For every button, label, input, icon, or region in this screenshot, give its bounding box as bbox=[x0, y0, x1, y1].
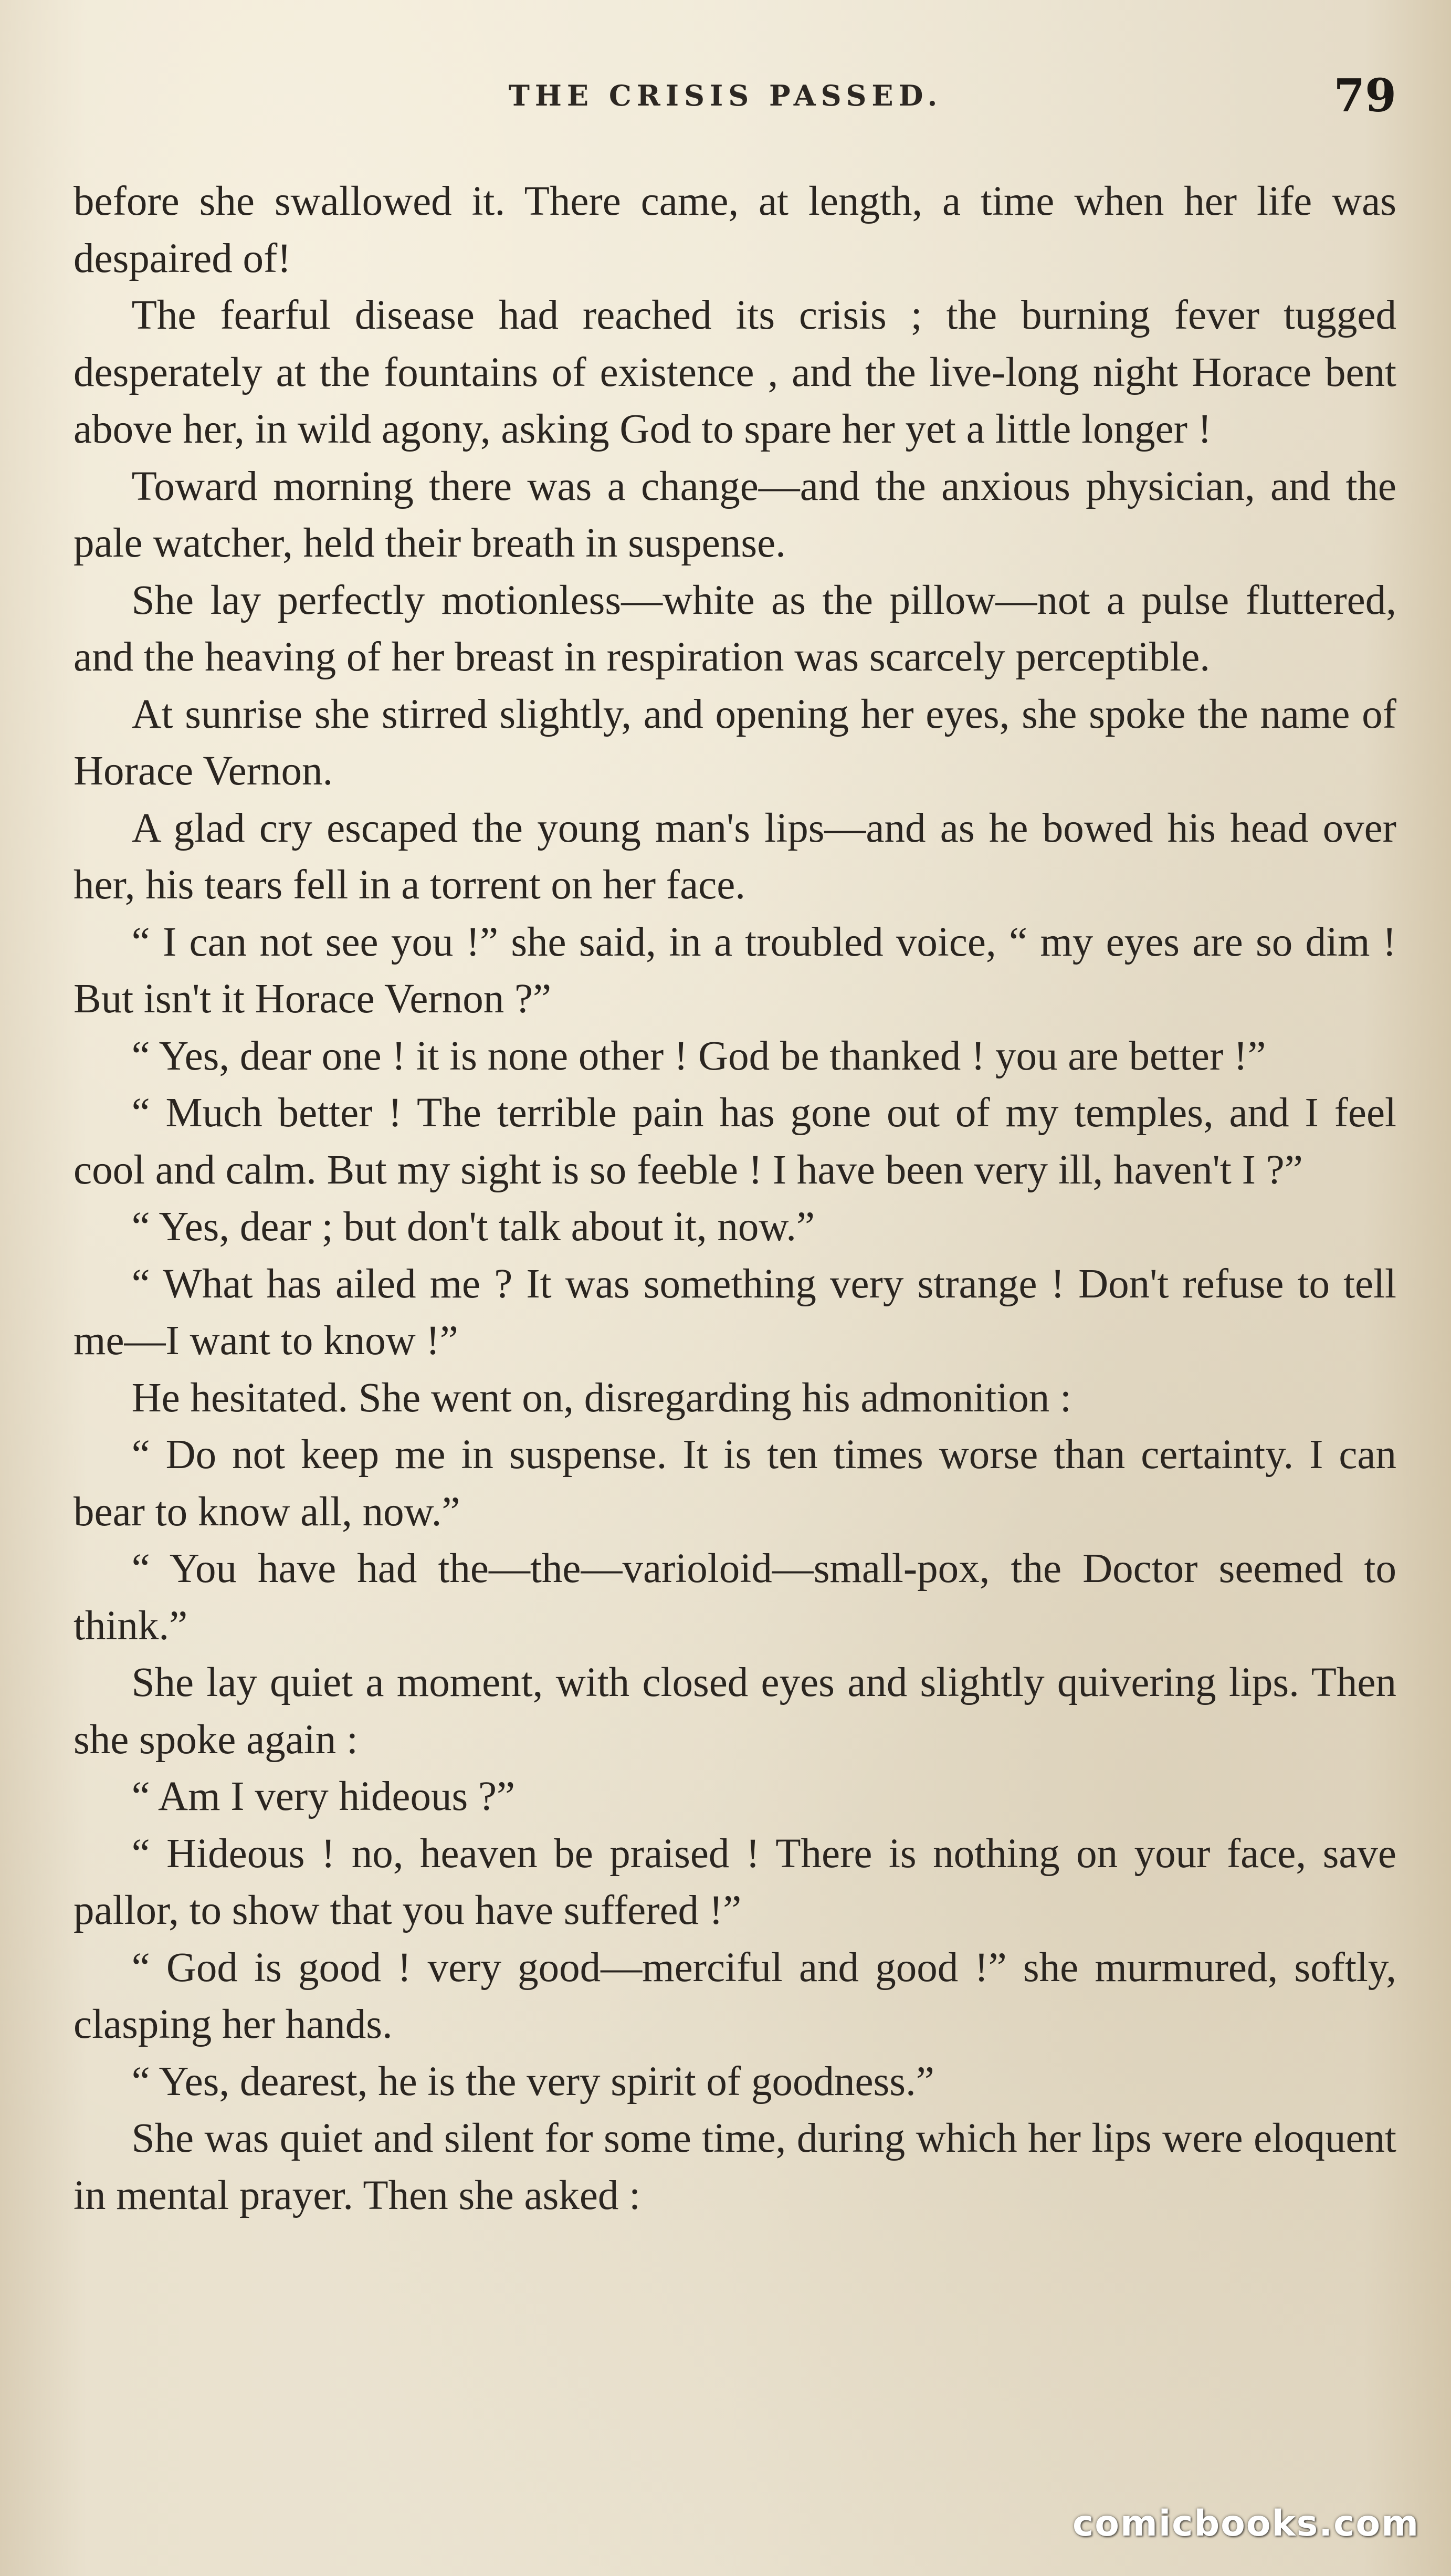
watermark: comicbooks.com bbox=[1072, 2503, 1420, 2544]
body-text bbox=[73, 173, 1396, 2224]
paragraph: “ You have had the—the—varioloid—small-pox, the Doctor seemed to think.” bbox=[73, 1546, 1396, 1649]
paragraph: “ Hideous ! no, heaven be praised ! There is nothing on your face, save pallor, to show that you have suffered !” bbox=[73, 1830, 1396, 1933]
paragraph: “ God is good ! very good—merciful and good !” she murmured, softly, clasping her hands. bbox=[73, 1944, 1396, 2047]
paragraph: “ Yes, dear one ! it is none other ! God be thanked ! you are better !” bbox=[131, 1033, 1266, 1079]
paragraph: She was quiet and silent for some time, during which her lips were eloquent in mental prayer. Then she asked : bbox=[73, 2116, 1396, 2218]
paragraph: before she swallowed it. There came, at length, a time when her life was despaired of! bbox=[73, 179, 1396, 281]
running-title: THE CRISIS PASSED. bbox=[508, 79, 943, 112]
paragraph: She lay perfectly motionless—white as the pillow—not a pulse fluttered, and the heaving of her breast in respiration was scarcely perceptible. bbox=[73, 577, 1396, 680]
paragraph: “ Yes, dearest, he is the very spirit of goodness.” bbox=[131, 2058, 934, 2104]
running-head bbox=[0, 69, 1451, 131]
paragraph: “ I can not see you !” she said, in a troubled voice, “ my eyes are so dim ! But isn't it Horace Vernon ?” bbox=[73, 919, 1396, 1022]
paragraph: “ Do not keep me in suspense. It is ten times worse than certainty. I can bear to know all, now.” bbox=[73, 1432, 1396, 1535]
paragraph: A glad cry escaped the young man's lips—and as he bowed his head over her, his tears fell in a torrent on her face. bbox=[73, 805, 1396, 908]
paragraph: At sunrise she stirred slightly, and opening her eyes, she spoke the name of Horace Vernon. bbox=[73, 691, 1396, 794]
paragraph: He hesitated. She went on, disregarding his admonition : bbox=[131, 1375, 1071, 1421]
paragraph: She lay quiet a moment, with closed eyes and slightly quivering lips. Then she spoke again : bbox=[73, 1660, 1396, 1763]
page-number: 79 bbox=[1333, 69, 1396, 122]
paragraph: “ Am I very hideous ?” bbox=[131, 1774, 516, 1819]
paragraph: “ Much better ! The terrible pain has gone out of my temples, and I feel cool and calm. But my sight is so feeble ! I have been very ill, haven't I ?” bbox=[73, 1090, 1396, 1193]
paragraph: “ What has ailed me ? It was something very strange ! Don't refuse to tell me—I want to know !” bbox=[73, 1261, 1396, 1364]
paragraph: The fearful disease had reached its crisis ; the burning fever tugged desperately at the fountains of existence , and the live-long night Horace bent above her, in wild agony, asking God to spare her yet a little longer ! bbox=[73, 292, 1396, 452]
paragraph: “ Yes, dear ; but don't talk about it, now.” bbox=[131, 1204, 815, 1250]
paragraph: Toward morning there was a change—and the anxious physician, and the pale watcher, held their breath in suspense. bbox=[73, 463, 1396, 566]
